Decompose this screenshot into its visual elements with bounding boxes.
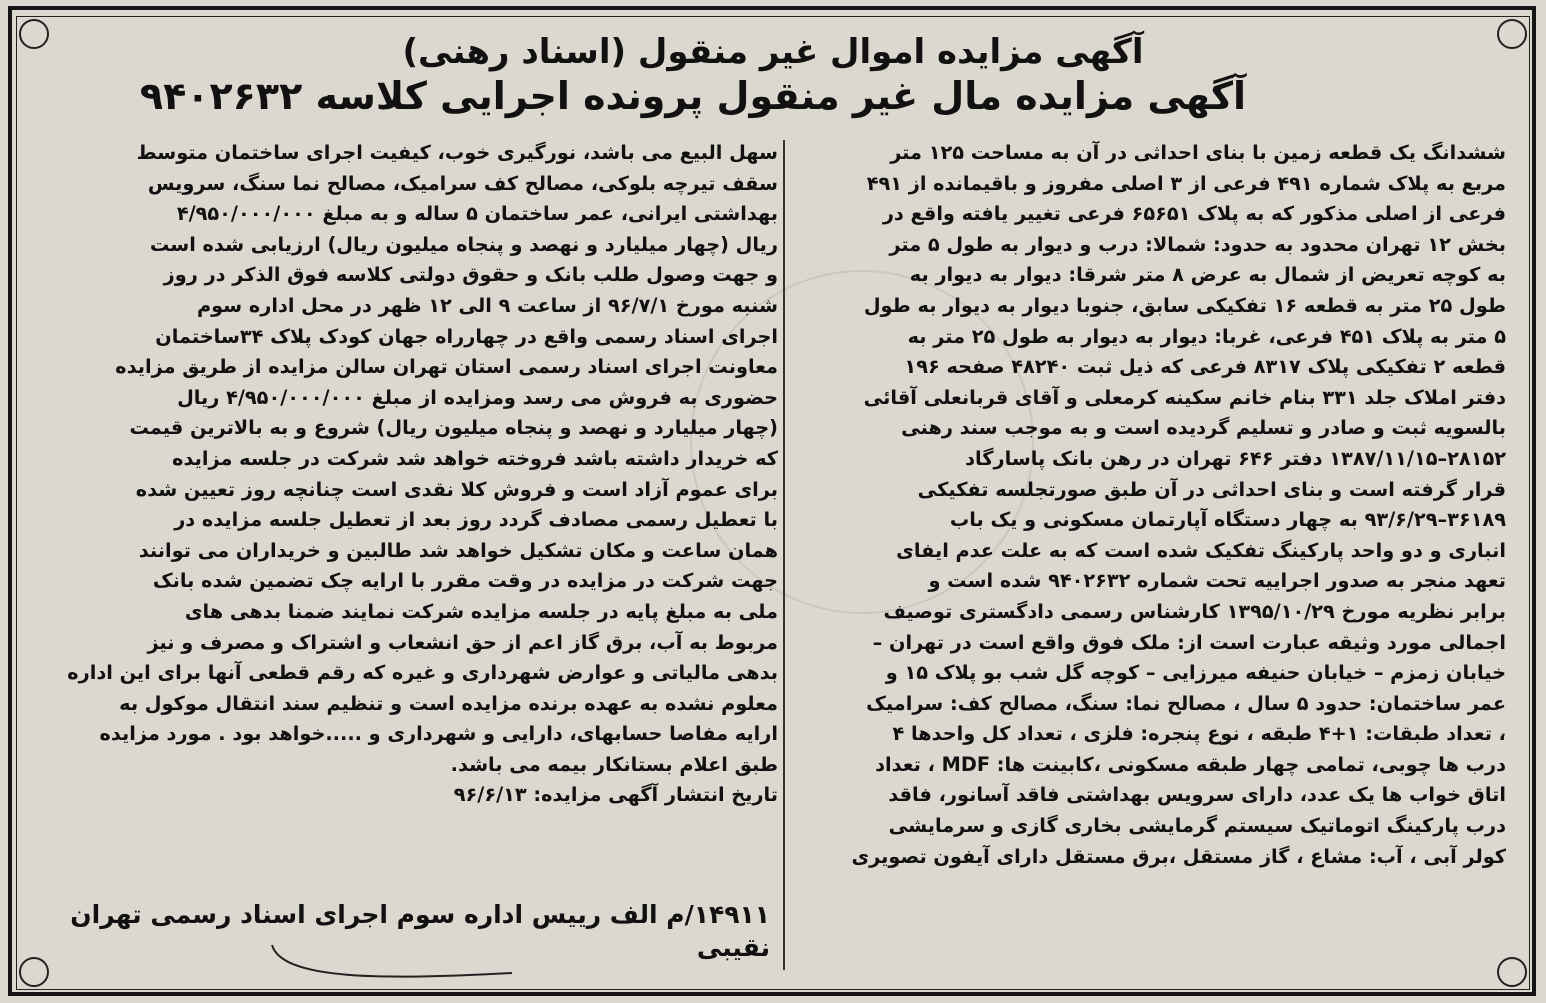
text-line: تاریخ انتشار آگهی مزایده: ۹۶/۶/۱۳: [453, 783, 778, 807]
text-line: شنبه مورخ ۹۶/۷/۱ از ساعت ۹ الی ۱۲ ظهر در محل اداره سوم: [196, 293, 778, 317]
text-line: درب ها چوبی، تمامی چهار طبقه مسکونی ،کابینت ها: MDF ، تعداد: [875, 752, 1506, 776]
text-line: (چهار میلیارد و نهصد و پنجاه میلیون ریال) شروع و به بالاترین قیمت: [129, 416, 778, 440]
signature-name: نقیبی: [696, 933, 770, 962]
text-line: دفتر املاک جلد ۳۳۱ بنام خانم سکینه کرمعلی و آقای قربانعلی آقائی: [863, 385, 1506, 409]
text-line: خیابان زمزم – خیابان حنیفه میرزایی – کوچه گل شب بو پلاک ۱۵ و: [885, 661, 1506, 685]
text-line: حضوری به فروش می رسد ومزایده از مبلغ ۴/۹۵۰/۰۰۰/۰۰۰ ریال: [177, 385, 778, 409]
text-line: و جهت وصول طلب بانک و حقوق دولتی کلاسه فوق الذکر در روز: [163, 263, 778, 287]
text-line: ریال (چهار میلیارد و نهصد و پنجاه میلیون ریال) ارزیابی شده است: [149, 232, 778, 256]
text-line: برای عموم آزاد است و فروش کلا نقدی است چنانچه روز تعیین شده: [135, 477, 778, 501]
left-column-text: [36, 138, 778, 811]
corner-ornament: [1497, 19, 1527, 49]
text-line: درب پارکینگ اتوماتیک سیستم گرمایشی بخاری گازی و سرمایشی: [888, 814, 1506, 838]
text-line: معاونت اجرای اسناد رسمی استان تهران سالن مزایده از طریق مزایده: [115, 355, 778, 379]
text-line: با تعطیل رسمی مصادف گردد روز بعد از تعطیل جلسه مزایده در: [174, 508, 778, 532]
text-line: کولر آبی ، آب: مشاع ، گاز مستقل ،برق مستقل دارای آیفون تصویری: [851, 844, 1506, 868]
text-line: جهت شرکت در مزایده در وقت مقرر با ارایه چک تضمین شده بانک: [152, 569, 778, 593]
text-line: ارایه مفاصا حسابهای، دارایی و شهرداری و .....خواهد بود . مورد مزایده: [99, 722, 778, 746]
text-line: فرعی از اصلی مذکور که به پلاک ۶۵۶۵۱ فرعی تغییر یافته واقع در: [882, 202, 1506, 226]
text-line: تعهد منجر به صدور اجراییه تحت شماره ۹۴۰۲۶۳۲ شده است و: [928, 569, 1506, 593]
text-line: اتاق خواب ها یک عدد، دارای سرویس بهداشتی فاقد آسانور، فاقد: [888, 783, 1506, 807]
notice-subtitle: آگهی مزایده مال غیر منقول پرونده اجرایی کلاسه ۹۴۰۲۶۳۲: [139, 74, 1246, 118]
text-line: ۲۸۱۵۲–۱۳۸۷/۱۱/۱۵ دفتر ۶۴۶ تهران در رهن بانک پاسارگاد: [965, 446, 1506, 470]
text-line: به کوچه تعریض از شمال به عرض ۸ متر شرقا: دیوار به دیوار به: [909, 263, 1506, 287]
text-line: بخش ۱۲ تهران محدود به حدود: شمالا: درب و دیوار به طول ۵ متر: [889, 232, 1506, 256]
corner-ornament: [19, 19, 49, 49]
text-line: مربوط به آب، برق گاز اعم از حق انشعاب و اشتراک و مصرف و نیز: [147, 630, 778, 654]
text-line: انباری و دو واحد پارکینگ تفکیک شده است که به علت عدم ایفای: [896, 538, 1506, 562]
text-line: بالسویه ثبت و صادر و تسلیم گردیده است و به موجب سند رهنی: [901, 416, 1506, 440]
corner-ornament: [1497, 957, 1527, 987]
column-divider: [783, 140, 785, 970]
text-line: ملی به مبلغ پایه در جلسه مزایده شرکت نمایند ضمنا بدهی های: [184, 599, 778, 623]
corner-ornament: [19, 957, 49, 987]
text-line: ، تعداد طبقات: ۱+۴ طبقه ، نوع پنجره: فلزی ، تعداد کل واحدها ۴: [892, 722, 1506, 746]
text-line: ۵ متر به پلاک ۴۵۱ فرعی، غربا: دیوار به دیوار به طول ۲۵ متر به: [907, 324, 1506, 348]
text-line: بهداشتی ایرانی، عمر ساختمان ۵ ساله و به مبلغ ۴/۹۵۰/۰۰۰/۰۰۰: [176, 202, 778, 226]
text-line: طبق اعلام بستانکار بیمه می باشد.: [450, 752, 778, 776]
text-line: قرار گرفته است و بنای احداثی در آن طبق صورتجلسه تفکیکی: [917, 477, 1506, 501]
text-line: همان ساعت و مکان تشکیل خواهد شد طالبین و خریداران می توانند: [138, 538, 778, 562]
text-line: اجرای اسناد رسمی واقع در چهارراه جهان کودک پلاک ۳۴ساختمان: [155, 324, 778, 348]
text-line: ۳۶۱۸۹–۹۳/۶/۲۹ به چهار دستگاه آپارتمان مسکونی و یک باب: [949, 508, 1506, 532]
text-line: سهل البیع می باشد، نورگیری خوب، کیفیت اجرای ساختمان متوسط: [136, 141, 778, 164]
text-line: بدهی مالیاتی و عوارض شهرداری و غیره که رقم قطعی آنها برای این اداره: [67, 661, 778, 685]
notice-title: آگهی مزایده اموال غیر منقول (اسناد رهنی): [402, 32, 1144, 72]
text-line: عمر ساختمان: حدود ۵ سال ، مصالح نما: سنگ، مصالح کف: سرامیک: [866, 691, 1506, 715]
text-line: اجمالی مورد وثیقه عبارت است از: ملک فوق واقع است در تهران –: [872, 630, 1506, 654]
text-line: طول ۲۵ متر به قطعه ۱۶ تفکیکی سابق، جنوبا دیوار به دیوار به طول: [863, 293, 1506, 317]
text-line: معلوم نشده به عهده برنده مزایده است و تنظیم سند انتقال موکول به: [119, 691, 778, 715]
right-column-text: [790, 138, 1506, 872]
text-line: سقف تیرچه بلوکی، مصالح کف سرامیک، مصالح نما سنگ، سرویس: [147, 171, 778, 195]
signature-title: ۱۴۹۱۱/م الف رییس اداره سوم اجرای اسناد رسمی تهران: [70, 900, 770, 929]
text-line: ششدانگ یک قطعه زمین با بنای احداثی در آن به مساحت ۱۲۵ متر: [890, 141, 1506, 164]
text-line: قطعه ۲ تفکیکی پلاک ۸۳۱۷ فرعی که ذیل ثبت ۴۸۲۴۰ صفحه ۱۹۶: [904, 355, 1506, 379]
text-line: که خریدار داشته باشد فروخته خواهد شد شرکت در جلسه مزایده: [172, 446, 778, 470]
text-line: مربع به پلاک شماره ۴۹۱ فرعی از ۳ اصلی مفروز و باقیمانده از ۴۹۱: [866, 171, 1506, 195]
signature-flourish-icon: [262, 935, 522, 985]
text-line: برابر نظریه مورخ ۱۳۹۵/۱۰/۲۹ کارشناس رسمی دادگستری توصیف: [883, 599, 1506, 623]
